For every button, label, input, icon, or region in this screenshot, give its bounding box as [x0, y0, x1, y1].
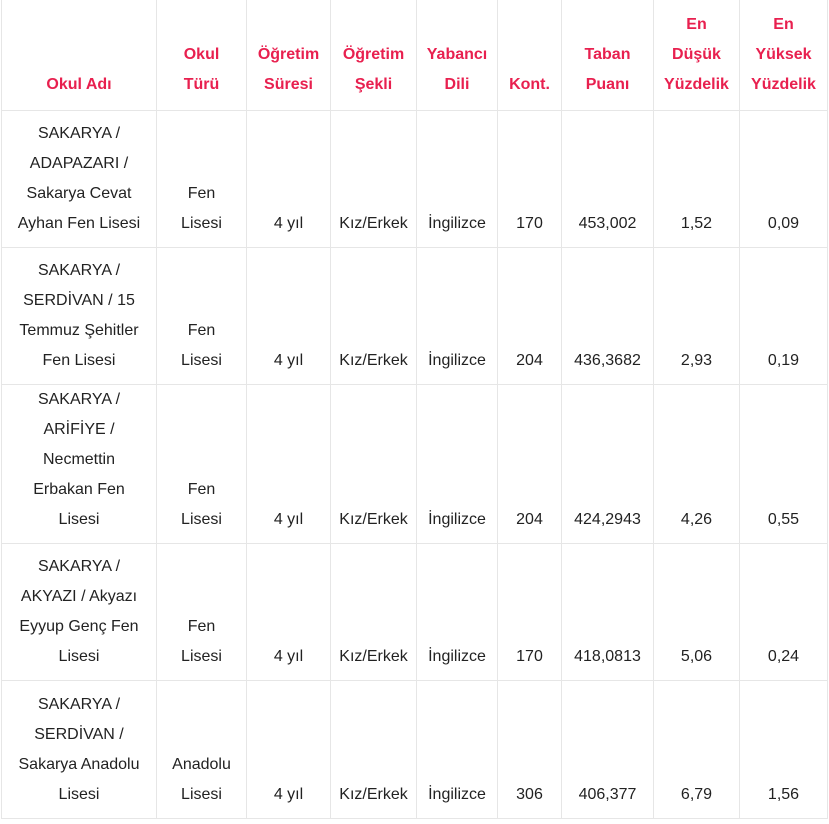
header-base-score: Taban Puanı	[562, 0, 654, 111]
cell-base-score: 406,377	[562, 681, 654, 819]
table-row	[2, 111, 828, 248]
cell-highest-percentile: 1,56	[740, 681, 828, 819]
cell-base-score: 418,0813	[562, 544, 654, 681]
cell-highest-percentile: 0,24	[740, 544, 828, 681]
cell-quota: 170	[498, 544, 562, 681]
cell-language: İngilizce	[417, 681, 498, 819]
cell-school-type: Fen Lisesi	[157, 544, 247, 681]
table-row	[2, 544, 828, 681]
cell-highest-percentile: 0,19	[740, 248, 828, 385]
cell-school-name: SAKARYA / AKYAZI / Akyazı Eyyup Genç Fen Lisesi	[2, 544, 157, 681]
cell-language: İngilizce	[417, 248, 498, 385]
cell-lowest-percentile: 4,26	[654, 385, 740, 544]
cell-base-score: 436,3682	[562, 248, 654, 385]
cell-duration: 4 yıl	[247, 681, 331, 819]
cell-base-score: 453,002	[562, 111, 654, 248]
cell-lowest-percentile: 5,06	[654, 544, 740, 681]
cell-school-type: Anadolu Lisesi	[157, 681, 247, 819]
table-header-row	[2, 0, 828, 111]
cell-lowest-percentile: 1,52	[654, 111, 740, 248]
cell-duration: 4 yıl	[247, 248, 331, 385]
cell-highest-percentile: 0,09	[740, 111, 828, 248]
header-foreign-language: Yabancı Dili	[417, 0, 498, 111]
cell-quota: 306	[498, 681, 562, 819]
header-education-mode: Öğretim Şekli	[331, 0, 417, 111]
cell-duration: 4 yıl	[247, 111, 331, 248]
header-quota: Kont.	[498, 0, 562, 111]
cell-highest-percentile: 0,55	[740, 385, 828, 544]
cell-quota: 170	[498, 111, 562, 248]
cell-school-name: SAKARYA / ADAPAZARI / Sakarya Cevat Ayhan Fen Lisesi	[2, 111, 157, 248]
cell-lowest-percentile: 6,79	[654, 681, 740, 819]
cell-school-type: Fen Lisesi	[157, 248, 247, 385]
cell-lowest-percentile: 2,93	[654, 248, 740, 385]
cell-duration: 4 yıl	[247, 385, 331, 544]
cell-mode: Kız/Erkek	[331, 681, 417, 819]
cell-school-name: SAKARYA / ARİFİYE / Necmettin Erbakan Fen Lisesi	[2, 385, 157, 544]
header-lowest-percentile: En Düşük Yüzdelik	[654, 0, 740, 111]
cell-language: İngilizce	[417, 111, 498, 248]
cell-language: İngilizce	[417, 544, 498, 681]
cell-school-type: Fen Lisesi	[157, 385, 247, 544]
cell-school-type: Fen Lisesi	[157, 111, 247, 248]
cell-quota: 204	[498, 385, 562, 544]
cell-mode: Kız/Erkek	[331, 111, 417, 248]
school-scores-table	[1, 0, 828, 819]
header-education-duration: Öğretim Süresi	[247, 0, 331, 111]
header-school-name: Okul Adı	[2, 0, 157, 111]
cell-base-score: 424,2943	[562, 385, 654, 544]
header-highest-percentile: En Yüksek Yüzdelik	[740, 0, 828, 111]
cell-school-name: SAKARYA / SERDİVAN / Sakarya Anadolu Lisesi	[2, 681, 157, 819]
cell-duration: 4 yıl	[247, 544, 331, 681]
cell-school-name: SAKARYA / SERDİVAN / 15 Temmuz Şehitler Fen Lisesi	[2, 248, 157, 385]
header-school-type: Okul Türü	[157, 0, 247, 111]
cell-mode: Kız/Erkek	[331, 544, 417, 681]
cell-quota: 204	[498, 248, 562, 385]
table-row	[2, 385, 828, 544]
cell-language: İngilizce	[417, 385, 498, 544]
cell-mode: Kız/Erkek	[331, 385, 417, 544]
cell-mode: Kız/Erkek	[331, 248, 417, 385]
table-row	[2, 248, 828, 385]
table-row	[2, 681, 828, 819]
